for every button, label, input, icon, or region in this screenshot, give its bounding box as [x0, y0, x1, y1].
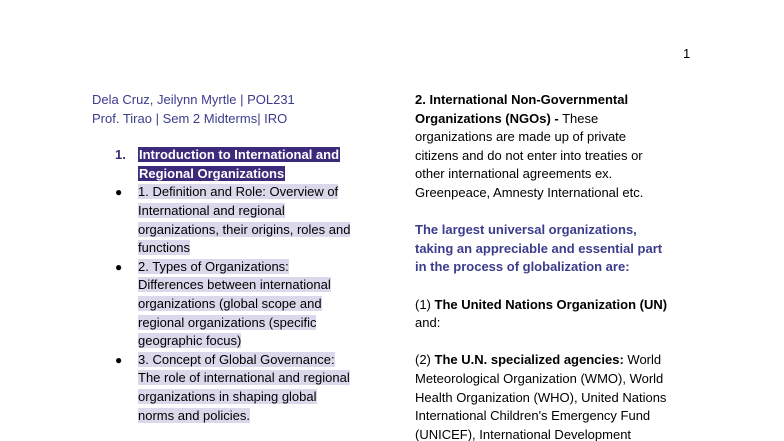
author-name-course: Dela Cruz, Jeilynn Myrtle | POL231 [92, 92, 295, 107]
heading-line: Introduction to International and [139, 147, 340, 163]
agencies-line: (UNICEF), International Development [415, 426, 632, 441]
agencies-line: World [623, 352, 662, 368]
ngo-body-line: organizations are made up of private [415, 129, 627, 145]
list-item-line: organizations (global scope and [138, 295, 322, 311]
list-item-line: organizations, their origins, roles and [138, 221, 351, 237]
list-item-line: The role of international and regional [138, 370, 350, 386]
un-paragraph [415, 296, 705, 333]
page-number: 1 [683, 46, 691, 61]
un-title: The United Nations Organization (UN) [434, 296, 668, 312]
list-item [115, 183, 365, 257]
ngo-body-line: These [558, 110, 599, 126]
universal-orgs-heading [415, 221, 705, 277]
professor-term: Prof. Tirao | Sem 2 Midterms| IRO [92, 110, 288, 126]
heading-line: Regional Organizations [139, 165, 285, 181]
bullet-icon: ● [115, 185, 123, 200]
list-item-line: Differences between international [138, 277, 331, 293]
list-item-line: organizations in shaping global [138, 388, 317, 404]
agencies-line: Meteorological Organization (WMO), World [415, 370, 664, 386]
list-item-line: 2. Types of Organizations: [138, 258, 289, 274]
list-item-line: functions [138, 240, 191, 256]
ngo-body-line: other international agreements ex. [415, 166, 613, 182]
ngo-title: Organizations (NGOs) - [415, 110, 559, 126]
list-item [115, 258, 365, 351]
agencies-title: The U.N. specialized agencies: [434, 352, 624, 368]
ngo-body-line: Greenpeace, Amnesty International etc. [415, 184, 644, 200]
list-item-line: geographic focus) [138, 333, 242, 349]
ngo-body-line: citizens and do not enter into treaties or [415, 147, 643, 163]
bullet-icon: ● [115, 352, 123, 367]
bullet-icon: ● [115, 259, 123, 274]
outline-heading [115, 146, 365, 183]
un-suffix: and: [415, 315, 441, 331]
list-item-line: International and regional [138, 202, 285, 218]
agencies-prefix: (2) [415, 352, 435, 368]
agencies-line: International Children's Emergency Fund [415, 408, 651, 424]
author-block [92, 91, 392, 128]
un-prefix: (1) [415, 296, 435, 312]
left-column [92, 91, 392, 425]
heading-line: in the process of globalization are: [415, 259, 630, 275]
list-item-line: 3. Concept of Global Governance: [138, 351, 335, 367]
list-item-line: regional organizations (specific [138, 314, 317, 330]
list-item-line: norms and policies. [138, 407, 250, 423]
ngo-paragraph [415, 91, 705, 203]
heading-line: taking an appreciable and essential part [415, 240, 663, 256]
list-item [115, 351, 365, 425]
list-item-line: 1. Definition and Role: Overview of [138, 184, 339, 200]
ngo-title: 2. International Non-Governmental [415, 92, 629, 107]
heading-line: The largest universal organizations, [415, 222, 637, 238]
agencies-line: Health Organization (WHO), United Nations [415, 389, 667, 405]
right-column [415, 91, 705, 441]
heading-number: 1. [115, 147, 126, 163]
topic-outline [115, 146, 365, 425]
agencies-paragraph [415, 351, 705, 441]
